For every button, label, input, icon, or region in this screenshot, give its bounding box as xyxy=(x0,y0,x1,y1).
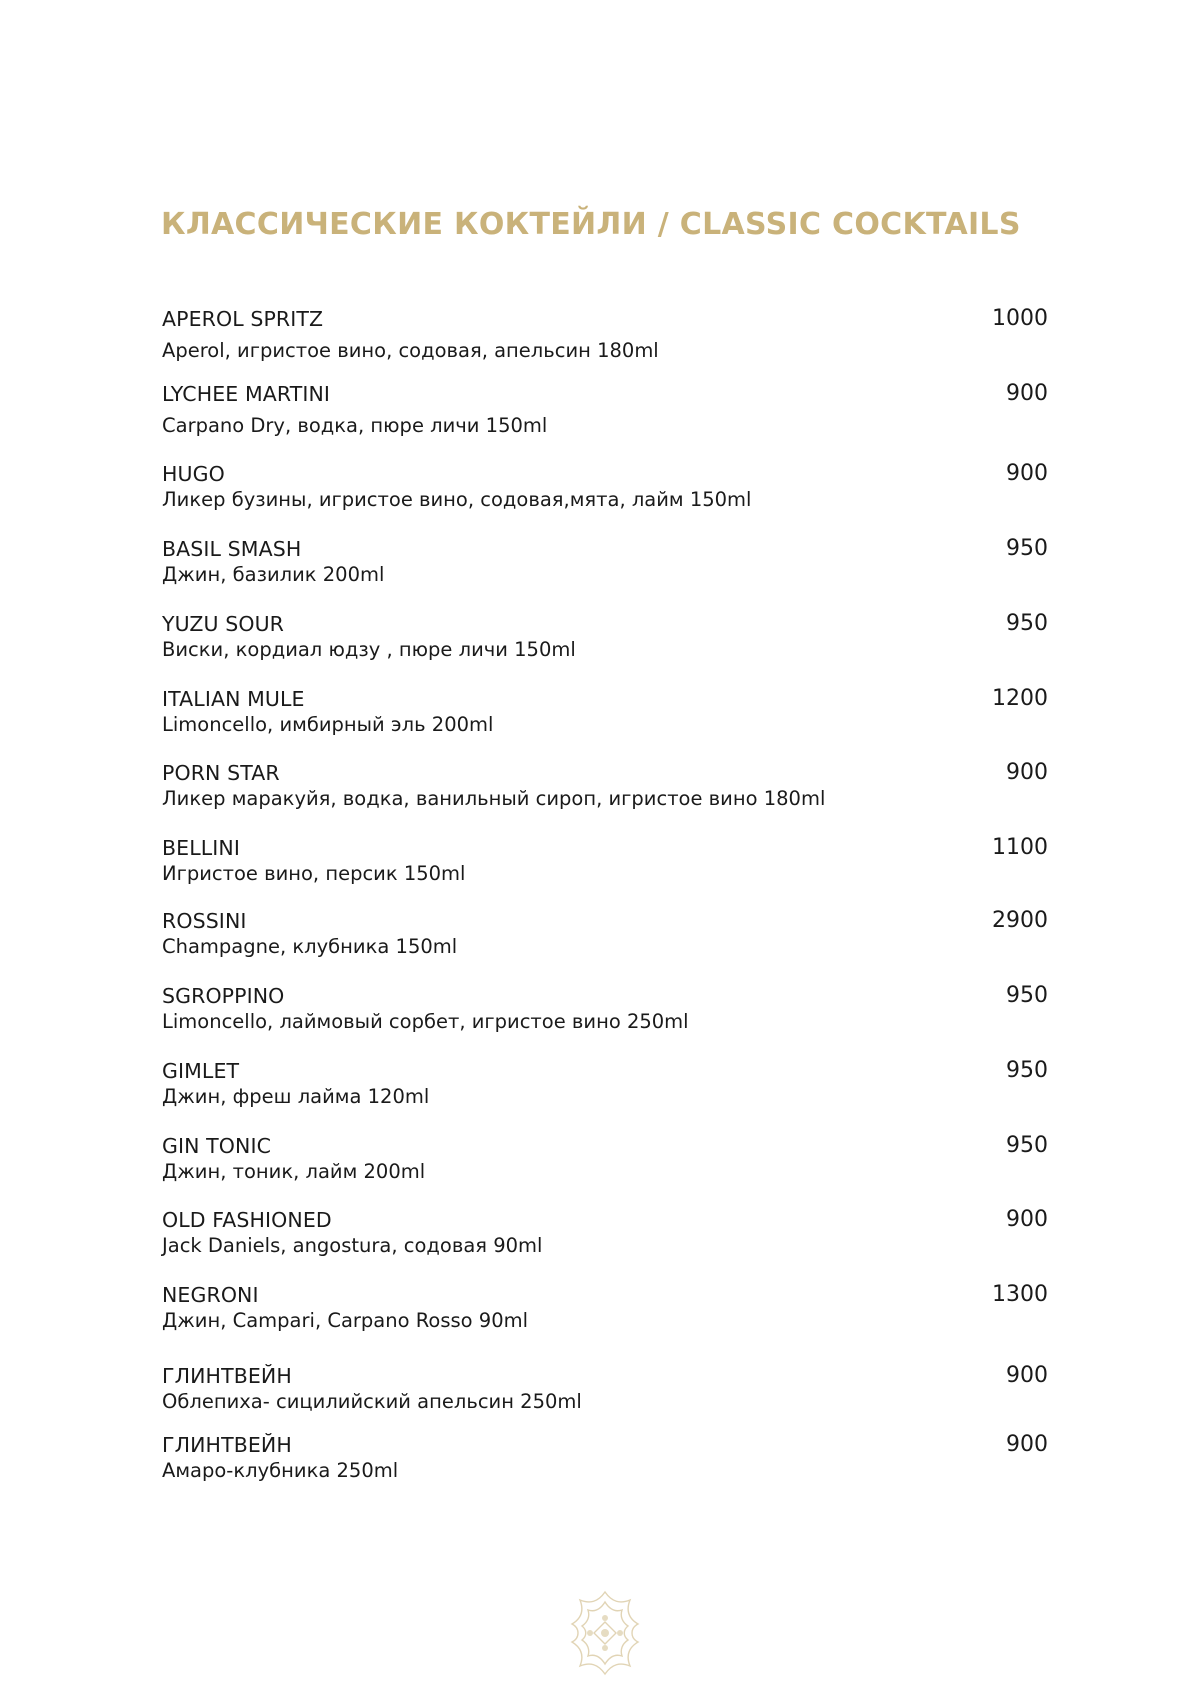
item-name: GIMLET xyxy=(162,1059,240,1083)
item-description: Ликер бузины, игристое вино, содовая,мята, лайм 150ml xyxy=(162,488,752,511)
item-name: SGROPPINO xyxy=(162,984,285,1008)
item-description: Джин, тоник, лайм 200ml xyxy=(162,1160,426,1183)
menu-item-negroni xyxy=(162,1282,1048,1334)
menu-item-gimlet xyxy=(162,1058,1048,1110)
item-price: 900 xyxy=(1006,1363,1048,1388)
item-description: Виски, кордиал юдзу , пюре личи 150ml xyxy=(162,638,576,661)
item-description: Champagne, клубника 150ml xyxy=(162,935,458,958)
item-description: Игристое вино, персик 150ml xyxy=(162,862,466,885)
menu-item-aperol-spritz xyxy=(162,306,1048,364)
item-price: 950 xyxy=(1006,983,1048,1008)
item-price: 900 xyxy=(1006,461,1048,486)
menu-item-old-fashioned xyxy=(162,1207,1048,1259)
item-description: Carpano Dry, водка, пюре личи 150ml xyxy=(162,414,548,437)
item-price: 2900 xyxy=(992,908,1048,933)
menu-item-basil-smash xyxy=(162,536,1048,588)
item-price: 1100 xyxy=(992,835,1048,860)
menu-item-yuzu-sour xyxy=(162,611,1048,663)
item-price: 950 xyxy=(1006,1133,1048,1158)
item-name: LYCHEE MARTINI xyxy=(162,382,331,406)
item-name: BASIL SMASH xyxy=(162,537,302,561)
item-description: Jack Daniels, angostura, содовая 90ml xyxy=(162,1234,543,1257)
item-name: APEROL SPRITZ xyxy=(162,307,324,331)
item-name: HUGO xyxy=(162,462,225,486)
item-price: 900 xyxy=(1006,1432,1048,1457)
menu-item-hugo xyxy=(162,461,1048,513)
item-name: NEGRONI xyxy=(162,1283,259,1307)
item-description: Джин, базилик 200ml xyxy=(162,563,385,586)
item-name: ITALIAN MULE xyxy=(162,687,305,711)
menu-item-mulled-wine-1 xyxy=(162,1363,1048,1415)
item-description: Ликер маракуйя, водка, ванильный сироп, игристое вино 180ml xyxy=(162,787,826,810)
floral-ornament-icon xyxy=(560,1588,650,1678)
menu-item-italian-mule xyxy=(162,686,1048,738)
menu-item-mulled-wine-2 xyxy=(162,1432,1048,1484)
item-name: ROSSINI xyxy=(162,909,247,933)
item-name: BELLINI xyxy=(162,836,240,860)
item-description: Амаро-клубника 250ml xyxy=(162,1459,399,1482)
menu-item-bellini xyxy=(162,835,1048,887)
item-description: Limoncello, лаймовый сорбет, игристое вино 250ml xyxy=(162,1010,689,1033)
item-price: 1200 xyxy=(992,686,1048,711)
item-price: 900 xyxy=(1006,760,1048,785)
item-name: YUZU SOUR xyxy=(162,612,285,636)
item-description: Limoncello, имбирный эль 200ml xyxy=(162,713,494,736)
item-description: Джин, Campari, Carpano Rosso 90ml xyxy=(162,1309,529,1332)
item-name: OLD FASHIONED xyxy=(162,1208,332,1232)
item-price: 950 xyxy=(1006,536,1048,561)
item-price: 1000 xyxy=(992,306,1048,331)
item-price: 950 xyxy=(1006,611,1048,636)
item-description: Облепиха- сицилийский апельсин 250ml xyxy=(162,1390,582,1413)
item-price: 900 xyxy=(1006,1207,1048,1232)
menu-item-gin-tonic xyxy=(162,1133,1048,1185)
menu-item-lychee-martini xyxy=(162,381,1048,439)
item-description: Джин, фреш лайма 120ml xyxy=(162,1085,430,1108)
item-name: ГЛИНТВЕЙН xyxy=(162,1364,292,1388)
item-name: GIN TONIC xyxy=(162,1134,272,1158)
item-price: 1300 xyxy=(992,1282,1048,1307)
item-description: Aperol, игристое вино, содовая, апельсин 180ml xyxy=(162,339,659,362)
item-price: 900 xyxy=(1006,381,1048,406)
item-price: 950 xyxy=(1006,1058,1048,1083)
item-name: ГЛИНТВЕЙН xyxy=(162,1433,292,1457)
page-title: КЛАССИЧЕСКИЕ КОКТЕЙЛИ / CLASSIC COCKTAILS xyxy=(161,207,1021,242)
menu-item-rossini xyxy=(162,908,1048,960)
menu-item-sgroppino xyxy=(162,983,1048,1035)
menu-item-porn-star xyxy=(162,760,1048,812)
item-name: PORN STAR xyxy=(162,761,280,785)
